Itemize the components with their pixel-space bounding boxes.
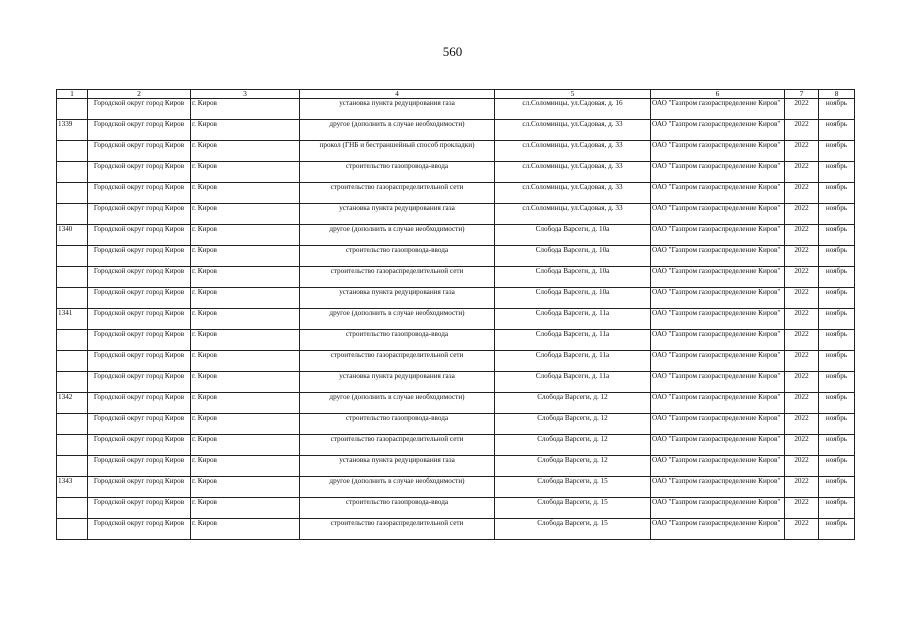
- work-type-cell: строительство газораспределительной сети: [300, 267, 495, 288]
- work-type-cell: другое (дополнить в случае необходимости): [300, 309, 495, 330]
- table-row: [57, 204, 855, 225]
- column-number: 6: [651, 90, 785, 99]
- table-row: [57, 183, 855, 204]
- address-cell: сл.Соломинцы, ул.Садовая, д. 33: [495, 141, 651, 162]
- year-cell: 2022: [785, 372, 819, 393]
- table-row: [57, 519, 855, 540]
- organization-cell: ОАО "Газпром газораспределение Киров": [651, 162, 785, 183]
- address-cell: Слобода Варсеги, д. 12: [495, 456, 651, 477]
- column-number-row: [57, 90, 855, 99]
- organization-cell: ОАО "Газпром газораспределение Киров": [651, 99, 785, 120]
- month-cell: ноябрь: [819, 477, 855, 498]
- table-row: [57, 372, 855, 393]
- month-cell: ноябрь: [819, 351, 855, 372]
- organization-cell: ОАО "Газпром газораспределение Киров": [651, 435, 785, 456]
- table-row: [57, 456, 855, 477]
- year-cell: 2022: [785, 309, 819, 330]
- work-type-cell: строительство газопровода-ввода: [300, 330, 495, 351]
- table-row: [57, 162, 855, 183]
- month-cell: ноябрь: [819, 246, 855, 267]
- table-row: [57, 414, 855, 435]
- column-number: 1: [57, 90, 88, 99]
- year-cell: 2022: [785, 141, 819, 162]
- year-cell: 2022: [785, 330, 819, 351]
- organization-cell: ОАО "Газпром газораспределение Киров": [651, 498, 785, 519]
- year-cell: 2022: [785, 393, 819, 414]
- municipality-cell: Городской округ город Киров: [88, 225, 191, 246]
- city-cell: г. Киров: [191, 162, 300, 183]
- city-cell: г. Киров: [191, 288, 300, 309]
- address-cell: сл.Соломинцы, ул.Садовая, д. 16: [495, 99, 651, 120]
- organization-cell: ОАО "Газпром газораспределение Киров": [651, 372, 785, 393]
- table-row: [57, 393, 855, 414]
- row-number: [57, 183, 88, 204]
- city-cell: г. Киров: [191, 351, 300, 372]
- month-cell: ноябрь: [819, 435, 855, 456]
- municipality-cell: Городской округ город Киров: [88, 183, 191, 204]
- year-cell: 2022: [785, 99, 819, 120]
- work-type-cell: установка пункта редуцирования газа: [300, 288, 495, 309]
- organization-cell: ОАО "Газпром газораспределение Киров": [651, 267, 785, 288]
- row-number: 1341: [57, 309, 88, 330]
- work-type-cell: строительство газораспределительной сети: [300, 183, 495, 204]
- municipality-cell: Городской округ город Киров: [88, 120, 191, 141]
- year-cell: 2022: [785, 246, 819, 267]
- work-type-cell: строительство газораспределительной сети: [300, 351, 495, 372]
- municipality-cell: Городской округ город Киров: [88, 498, 191, 519]
- address-cell: Слобода Варсеги, д. 10а: [495, 288, 651, 309]
- month-cell: ноябрь: [819, 372, 855, 393]
- table-row: [57, 351, 855, 372]
- row-number: [57, 99, 88, 120]
- municipality-cell: Городской округ город Киров: [88, 267, 191, 288]
- column-number: 7: [785, 90, 819, 99]
- organization-cell: ОАО "Газпром газораспределение Киров": [651, 141, 785, 162]
- city-cell: г. Киров: [191, 141, 300, 162]
- address-cell: Слобода Варсеги, д. 15: [495, 477, 651, 498]
- year-cell: 2022: [785, 351, 819, 372]
- month-cell: ноябрь: [819, 330, 855, 351]
- row-number: 1340: [57, 225, 88, 246]
- work-type-cell: строительство газопровода-ввода: [300, 414, 495, 435]
- work-type-cell: прокол (ГНБ и бестраншейный способ прокладки): [300, 141, 495, 162]
- municipality-cell: Городской округ город Киров: [88, 330, 191, 351]
- year-cell: 2022: [785, 498, 819, 519]
- address-cell: Слобода Варсеги, д. 11а: [495, 309, 651, 330]
- address-cell: Слобода Варсеги, д. 11а: [495, 351, 651, 372]
- month-cell: ноябрь: [819, 225, 855, 246]
- row-number: [57, 162, 88, 183]
- column-number: 4: [300, 90, 495, 99]
- month-cell: ноябрь: [819, 267, 855, 288]
- municipality-cell: Городской округ город Киров: [88, 288, 191, 309]
- city-cell: г. Киров: [191, 183, 300, 204]
- city-cell: г. Киров: [191, 120, 300, 141]
- work-type-cell: строительство газораспределительной сети: [300, 519, 495, 540]
- table-row: [57, 330, 855, 351]
- city-cell: г. Киров: [191, 309, 300, 330]
- row-number: [57, 414, 88, 435]
- month-cell: ноябрь: [819, 99, 855, 120]
- work-type-cell: другое (дополнить в случае необходимости): [300, 393, 495, 414]
- month-cell: ноябрь: [819, 183, 855, 204]
- organization-cell: ОАО "Газпром газораспределение Киров": [651, 120, 785, 141]
- month-cell: ноябрь: [819, 141, 855, 162]
- city-cell: г. Киров: [191, 267, 300, 288]
- table-row: [57, 141, 855, 162]
- month-cell: ноябрь: [819, 309, 855, 330]
- row-number: [57, 372, 88, 393]
- month-cell: ноябрь: [819, 414, 855, 435]
- address-cell: Слобода Варсеги, д. 10а: [495, 246, 651, 267]
- year-cell: 2022: [785, 288, 819, 309]
- table-row: [57, 435, 855, 456]
- register-table: [56, 89, 855, 540]
- row-number: [57, 435, 88, 456]
- work-type-cell: установка пункта редуцирования газа: [300, 372, 495, 393]
- column-number: 5: [495, 90, 651, 99]
- organization-cell: ОАО "Газпром газораспределение Киров": [651, 246, 785, 267]
- city-cell: г. Киров: [191, 456, 300, 477]
- address-cell: Слобода Варсеги, д. 15: [495, 519, 651, 540]
- table-row: [57, 246, 855, 267]
- month-cell: ноябрь: [819, 288, 855, 309]
- address-cell: Слобода Варсеги, д. 12: [495, 414, 651, 435]
- address-cell: Слобода Варсеги, д. 12: [495, 435, 651, 456]
- city-cell: г. Киров: [191, 246, 300, 267]
- municipality-cell: Городской округ город Киров: [88, 435, 191, 456]
- table-row: [57, 120, 855, 141]
- municipality-cell: Городской округ город Киров: [88, 372, 191, 393]
- municipality-cell: Городской округ город Киров: [88, 141, 191, 162]
- city-cell: г. Киров: [191, 414, 300, 435]
- year-cell: 2022: [785, 435, 819, 456]
- address-cell: Слобода Варсеги, д. 12: [495, 393, 651, 414]
- municipality-cell: Городской округ город Киров: [88, 414, 191, 435]
- municipality-cell: Городской округ город Киров: [88, 309, 191, 330]
- work-type-cell: другое (дополнить в случае необходимости): [300, 477, 495, 498]
- municipality-cell: Городской округ город Киров: [88, 519, 191, 540]
- municipality-cell: Городской округ город Киров: [88, 477, 191, 498]
- organization-cell: ОАО "Газпром газораспределение Киров": [651, 183, 785, 204]
- organization-cell: ОАО "Газпром газораспределение Киров": [651, 309, 785, 330]
- month-cell: ноябрь: [819, 393, 855, 414]
- month-cell: ноябрь: [819, 498, 855, 519]
- organization-cell: ОАО "Газпром газораспределение Киров": [651, 330, 785, 351]
- row-number: [57, 498, 88, 519]
- year-cell: 2022: [785, 456, 819, 477]
- row-number: [57, 204, 88, 225]
- address-cell: Слобода Варсеги, д. 10а: [495, 225, 651, 246]
- city-cell: г. Киров: [191, 435, 300, 456]
- organization-cell: ОАО "Газпром газораспределение Киров": [651, 204, 785, 225]
- organization-cell: ОАО "Газпром газораспределение Киров": [651, 393, 785, 414]
- row-number: [57, 267, 88, 288]
- city-cell: г. Киров: [191, 204, 300, 225]
- organization-cell: ОАО "Газпром газораспределение Киров": [651, 225, 785, 246]
- year-cell: 2022: [785, 225, 819, 246]
- row-number: 1343: [57, 477, 88, 498]
- table-row: [57, 288, 855, 309]
- row-number: [57, 351, 88, 372]
- address-cell: сл.Соломинцы, ул.Садовая, д. 33: [495, 204, 651, 225]
- year-cell: 2022: [785, 183, 819, 204]
- month-cell: ноябрь: [819, 204, 855, 225]
- work-type-cell: установка пункта редуцирования газа: [300, 204, 495, 225]
- city-cell: г. Киров: [191, 498, 300, 519]
- row-number: [57, 246, 88, 267]
- address-cell: Слобода Варсеги, д. 10а: [495, 267, 651, 288]
- address-cell: сл.Соломинцы, ул.Садовая, д. 33: [495, 120, 651, 141]
- column-number: 8: [819, 90, 855, 99]
- work-type-cell: строительство газопровода-ввода: [300, 162, 495, 183]
- month-cell: ноябрь: [819, 162, 855, 183]
- table-row: [57, 477, 855, 498]
- row-number: [57, 288, 88, 309]
- year-cell: 2022: [785, 519, 819, 540]
- city-cell: г. Киров: [191, 372, 300, 393]
- work-type-cell: установка пункта редуцирования газа: [300, 99, 495, 120]
- address-cell: Слобода Варсеги, д. 11а: [495, 330, 651, 351]
- work-type-cell: другое (дополнить в случае необходимости): [300, 225, 495, 246]
- city-cell: г. Киров: [191, 519, 300, 540]
- city-cell: г. Киров: [191, 99, 300, 120]
- month-cell: ноябрь: [819, 456, 855, 477]
- row-number: [57, 519, 88, 540]
- address-cell: Слобода Варсеги, д. 11а: [495, 372, 651, 393]
- column-number: 2: [88, 90, 191, 99]
- table-row: [57, 99, 855, 120]
- work-type-cell: строительство газопровода-ввода: [300, 498, 495, 519]
- city-cell: г. Киров: [191, 330, 300, 351]
- municipality-cell: Городской округ город Киров: [88, 246, 191, 267]
- organization-cell: ОАО "Газпром газораспределение Киров": [651, 519, 785, 540]
- municipality-cell: Городской округ город Киров: [88, 99, 191, 120]
- municipality-cell: Городской округ город Киров: [88, 393, 191, 414]
- month-cell: ноябрь: [819, 120, 855, 141]
- table-body: [57, 99, 855, 540]
- year-cell: 2022: [785, 414, 819, 435]
- city-cell: г. Киров: [191, 393, 300, 414]
- page-number: 560: [442, 44, 463, 59]
- row-number: [57, 330, 88, 351]
- organization-cell: ОАО "Газпром газораспределение Киров": [651, 351, 785, 372]
- organization-cell: ОАО "Газпром газораспределение Киров": [651, 414, 785, 435]
- table-row: [57, 498, 855, 519]
- city-cell: г. Киров: [191, 225, 300, 246]
- work-type-cell: установка пункта редуцирования газа: [300, 456, 495, 477]
- organization-cell: ОАО "Газпром газораспределение Киров": [651, 288, 785, 309]
- city-cell: г. Киров: [191, 477, 300, 498]
- organization-cell: ОАО "Газпром газораспределение Киров": [651, 456, 785, 477]
- row-number: 1339: [57, 120, 88, 141]
- address-cell: Слобода Варсеги, д. 15: [495, 498, 651, 519]
- row-number: 1342: [57, 393, 88, 414]
- year-cell: 2022: [785, 477, 819, 498]
- municipality-cell: Городской округ город Киров: [88, 204, 191, 225]
- municipality-cell: Городской округ город Киров: [88, 351, 191, 372]
- row-number: [57, 141, 88, 162]
- year-cell: 2022: [785, 267, 819, 288]
- organization-cell: ОАО "Газпром газораспределение Киров": [651, 477, 785, 498]
- table-row: [57, 267, 855, 288]
- row-number: [57, 456, 88, 477]
- work-type-cell: другое (дополнить в случае необходимости): [300, 120, 495, 141]
- year-cell: 2022: [785, 120, 819, 141]
- address-cell: сл.Соломинцы, ул.Садовая, д. 33: [495, 162, 651, 183]
- table-row: [57, 309, 855, 330]
- month-cell: ноябрь: [819, 519, 855, 540]
- address-cell: сл.Соломинцы, ул.Садовая, д. 33: [495, 183, 651, 204]
- work-type-cell: строительство газопровода-ввода: [300, 246, 495, 267]
- table-row: [57, 225, 855, 246]
- year-cell: 2022: [785, 162, 819, 183]
- year-cell: 2022: [785, 204, 819, 225]
- municipality-cell: Городской округ город Киров: [88, 456, 191, 477]
- column-number: 3: [191, 90, 300, 99]
- work-type-cell: строительство газораспределительной сети: [300, 435, 495, 456]
- municipality-cell: Городской округ город Киров: [88, 162, 191, 183]
